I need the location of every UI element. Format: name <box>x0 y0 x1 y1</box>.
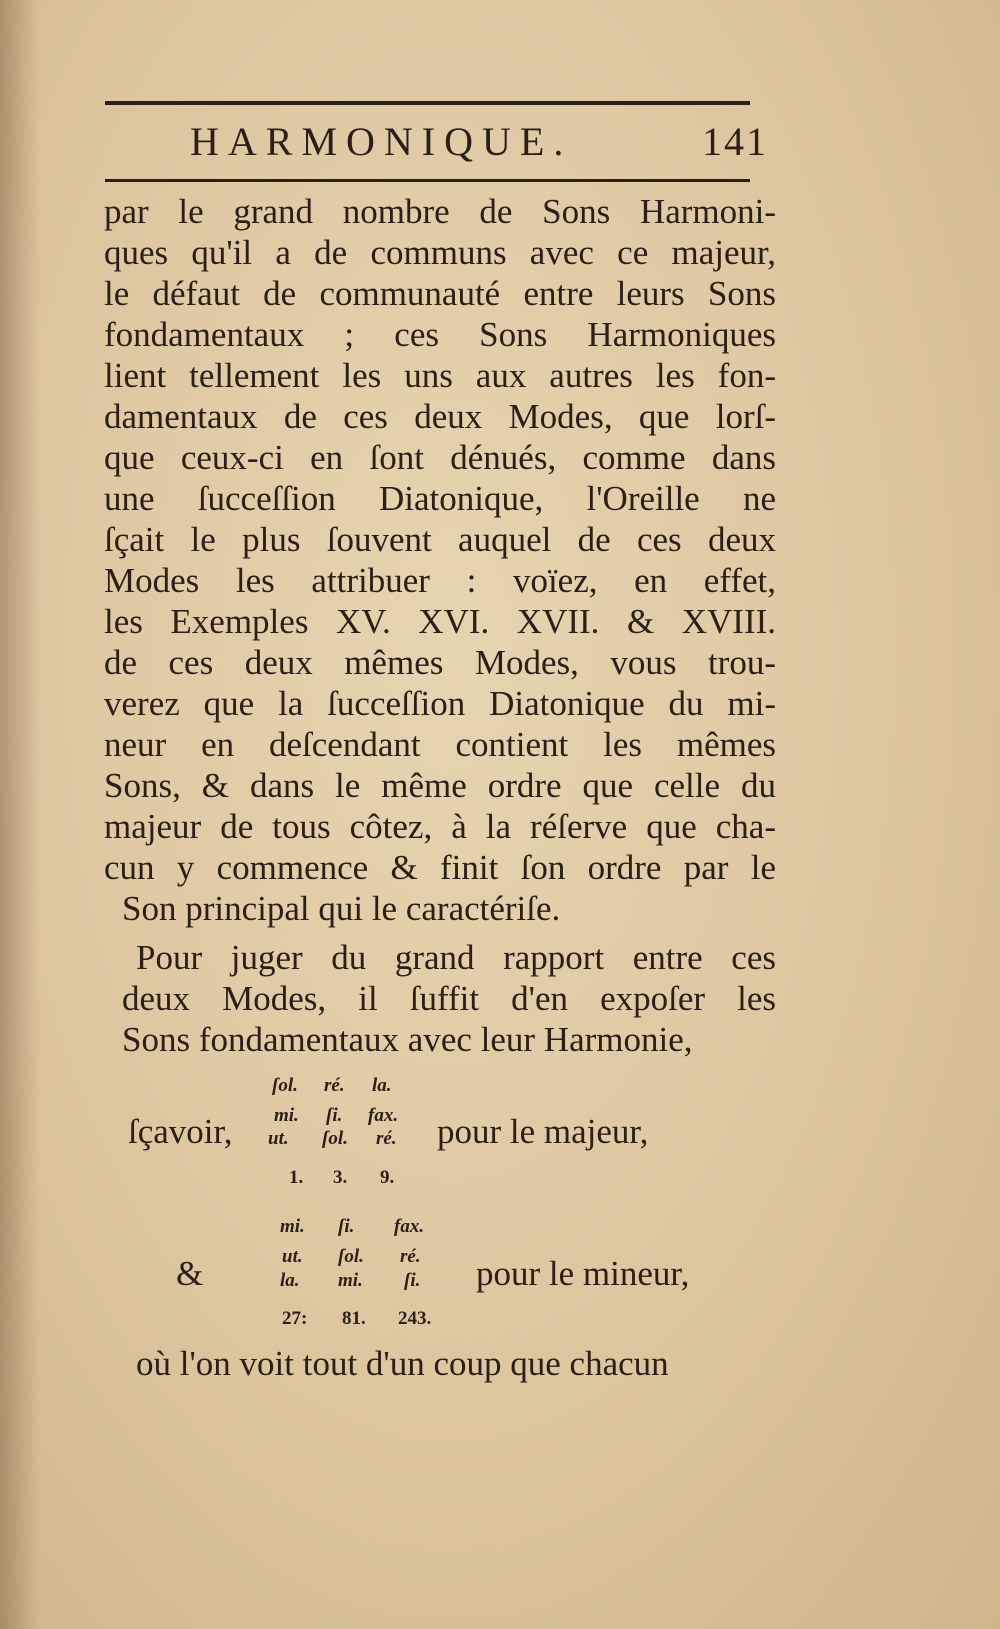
text-line: par le grand nombre de Sons Harmoni- <box>104 192 776 231</box>
harmony-number: 3. <box>333 1167 348 1188</box>
text-line: verez que la ſucceſſion Diatonique du mi- <box>104 684 776 723</box>
header-rule-bottom <box>105 179 750 182</box>
harmony-number: 27: <box>282 1308 308 1329</box>
running-head <box>190 118 770 165</box>
text-line: Sons, & dans le même ordre que celle du <box>104 766 776 805</box>
example-lead: & <box>176 1254 204 1293</box>
text-line: fondamentaux ; ces Sons Harmoniques <box>104 315 776 354</box>
harmony-note: fax. <box>368 1105 399 1126</box>
harmony-note: mi. <box>338 1270 363 1291</box>
example-trail: pour le majeur, <box>437 1112 649 1151</box>
harmony-number: 243. <box>398 1308 432 1329</box>
harmony-number: 81. <box>342 1308 366 1329</box>
harmony-note: mi. <box>280 1216 305 1237</box>
text-line: le défaut de communauté entre leurs Sons <box>104 274 776 313</box>
harmony-note: ſi. <box>338 1216 355 1237</box>
text-line: de ces deux mêmes Modes, vous trou- <box>104 643 776 682</box>
text-line: Pour juger du grand rapport entre ces <box>136 938 776 977</box>
text-line: Son principal qui le caractériſe. <box>122 889 561 928</box>
text-line: ques qu'il a de communs avec ce majeur, <box>104 233 776 272</box>
header-rule-top <box>105 101 750 105</box>
text-line: majeur de tous côtez, à la réſerve que cha- <box>104 807 776 846</box>
harmony-note: ut. <box>282 1246 303 1267</box>
harmony-note: ré. <box>400 1246 421 1267</box>
page-edge-shadow <box>0 0 40 1629</box>
harmony-number: 9. <box>380 1167 395 1188</box>
text-line: que ceux-ci en ſont dénués, comme dans <box>104 438 776 477</box>
example-trail: pour le mineur, <box>476 1254 690 1293</box>
text-line: lient tellement les uns aux autres les fon- <box>104 356 776 395</box>
harmony-note: ré. <box>376 1128 397 1149</box>
harmony-note: la. <box>372 1075 392 1096</box>
harmony-note: ſi. <box>404 1270 421 1291</box>
harmony-note: ré. <box>324 1075 345 1096</box>
text-line: Sons fondamentaux avec leur Harmonie, <box>122 1020 693 1059</box>
harmony-note: ſol. <box>322 1128 348 1149</box>
text-line: damentaux de ces deux Modes, que lorſ- <box>104 397 776 436</box>
text-line: neur en deſcendant contient les mêmes <box>104 725 776 764</box>
text-line: Modes les attribuer : voïez, en effet, <box>104 561 776 600</box>
text-line: une ſucceſſion Diatonique, l'Oreille ne <box>104 479 776 518</box>
text-line: cun y commence & finit ſon ordre par le <box>104 848 776 887</box>
text-line: les Exemples XV. XVI. XVII. & XVIII. <box>104 602 776 641</box>
harmony-note: mi. <box>274 1105 299 1126</box>
harmony-note: ſol. <box>338 1246 364 1267</box>
text-line: deux Modes, il ſuffit d'en expoſer les <box>122 979 776 1018</box>
harmony-note: ſi. <box>326 1105 343 1126</box>
text-line: ſçait le plus ſouvent auquel de ces deux <box>104 520 776 559</box>
harmony-note: fax. <box>394 1216 425 1237</box>
running-head-title: HARMONIQUE. <box>190 119 573 164</box>
page-number: 141 <box>702 119 768 164</box>
example-lead: ſçavoir, <box>128 1112 233 1151</box>
harmony-note: la. <box>280 1270 300 1291</box>
harmony-note: ſol. <box>272 1075 298 1096</box>
closing-line: où l'on voit tout d'un coup que chacun <box>136 1344 669 1383</box>
harmony-note: ut. <box>268 1128 289 1149</box>
harmony-number: 1. <box>289 1167 304 1188</box>
